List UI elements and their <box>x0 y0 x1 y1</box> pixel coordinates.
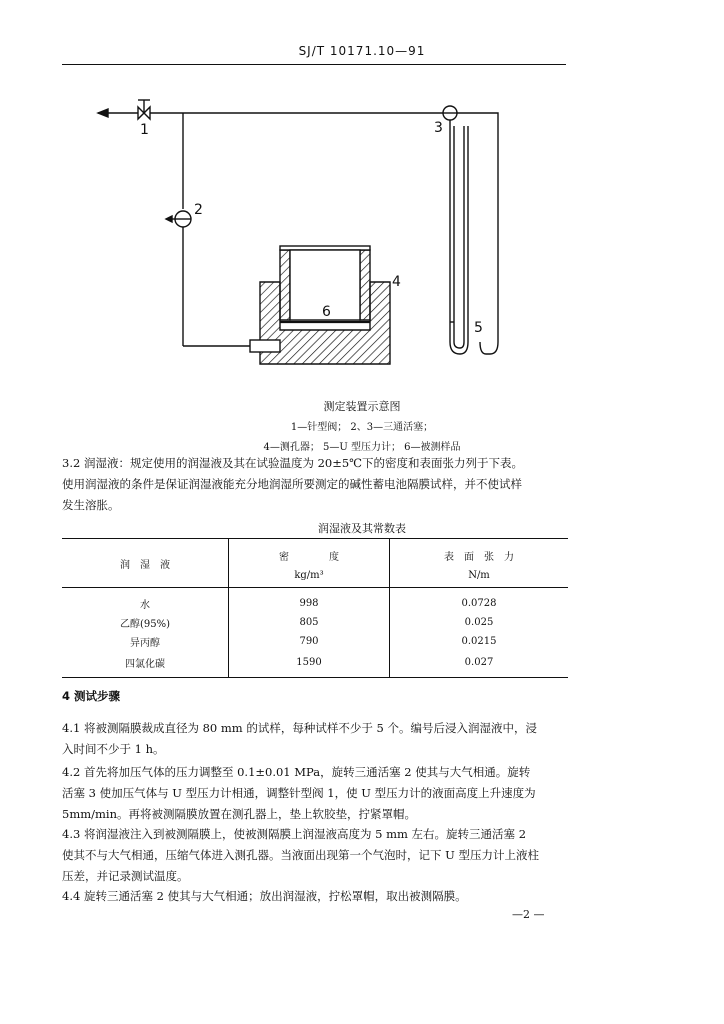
clause-4-2 <box>62 762 572 825</box>
clause-3-2-line1: 3.2 润湿液：规定使用的润湿液及其在试验温度为 20±5℃下的密度和表面张力列于下表。 <box>62 456 524 470</box>
clause-4-3 <box>62 824 572 887</box>
col-header-liquid: 润 湿 液 <box>62 539 229 588</box>
clause-4-3-line3: 压差，并记录测试温度。 <box>62 869 189 883</box>
cell-tension: 0.027 <box>390 651 569 678</box>
clause-4-3-line2: 使其不与大气相通，压缩气体进入测孔器。当液面出现第一个气泡时，记下 U 型压力计上液柱 <box>62 848 539 862</box>
figure-title: 测定装置示意图 <box>323 400 401 413</box>
table-row <box>62 588 568 614</box>
section-4-title: 4 测试步骤 <box>62 689 121 703</box>
cell-density: 998 <box>229 588 390 614</box>
inlet-arrow <box>98 109 108 117</box>
table-row <box>62 651 568 678</box>
page-number: —2 — <box>512 908 545 921</box>
clause-4-1-line1: 4.1 将被测隔膜裁成直径为 80 mm 的试样，每种试样不少于 5 个。编号后浸入润湿液中，浸 <box>62 721 537 735</box>
table-row <box>62 632 568 651</box>
col-header-tension: 表 面 张 力 <box>390 539 569 564</box>
header-rule <box>62 64 566 65</box>
table-row <box>62 613 568 632</box>
clause-4-1 <box>62 718 572 760</box>
col-header-density: 密 度 <box>229 539 390 564</box>
cell-tension: 0.0215 <box>390 632 569 651</box>
needle-valve-symbol <box>138 100 150 119</box>
label-3: 3 <box>434 120 443 136</box>
clause-4-2-line3: 5mm/min。再将被测隔膜放置在测孔器上，垫上软胶垫，拧紧罩帽。 <box>62 807 416 821</box>
col-unit-density: kg/m³ <box>229 563 390 588</box>
wetting-liquid-table <box>62 538 568 678</box>
apparatus-diagram <box>90 92 530 382</box>
cell-liquid: 异丙醇 <box>130 638 160 649</box>
clause-4-4-line1: 4.4 旋转三通活塞 2 使其与大气相通；放出润湿液，拧松罩帽，取出被测隔膜。 <box>62 889 467 903</box>
clause-4-2-line2: 活塞 3 使加压气体与 U 型压力计相通，调整针型阀 1，使 U 型压力计的液面高度上升速度为 <box>62 786 536 800</box>
table-caption: 润湿液及其常数表 <box>318 522 406 535</box>
clause-3-2-line2: 使用润湿液的条件是保证润湿液能充分地润湿所要测定的碱性蓄电池隔膜试样，并不使试样 <box>62 477 522 491</box>
cell-density: 790 <box>229 632 390 651</box>
clause-4-1-line2: 入时间不少于 1 h。 <box>62 742 165 756</box>
cell-tension: 0.0728 <box>390 588 569 614</box>
label-1: 1 <box>140 122 149 138</box>
cell-liquid: 水 <box>140 600 150 611</box>
label-2: 2 <box>194 202 203 218</box>
clause-4-4 <box>62 886 572 907</box>
cell-liquid: 乙醇(95%) <box>119 619 171 630</box>
standard-number-header: SJ/T 10171.10—91 <box>298 44 426 58</box>
figure-legend-line1: 1—针型阀； 2、3—三通活塞； <box>290 422 434 433</box>
cell-density: 1590 <box>229 651 390 678</box>
clause-4-3-line1: 4.3 将润湿液注入到被测隔膜上，使被测隔膜上润湿液高度为 5 mm 左右。旋转三通活塞 2 <box>62 827 527 841</box>
label-6: 6 <box>322 304 331 320</box>
figure-legend-line2: 4—测孔器； 5—U 型压力计； 6—被测样品 <box>263 442 461 453</box>
clause-3-2 <box>62 453 572 516</box>
label-5: 5 <box>474 320 483 336</box>
cell-liquid: 四氯化碳 <box>62 651 229 678</box>
clause-4-2-line1: 4.2 首先将加压气体的压力调整至 0.1±0.01 MPa，旋转三通活塞 2 使其与大气相通。旋转 <box>62 765 531 779</box>
hole-tester-body <box>250 246 390 364</box>
u-manometer <box>450 113 498 354</box>
cell-tension: 0.025 <box>390 613 569 632</box>
col-unit-tension: N/m <box>390 563 569 588</box>
clause-3-2-line3: 发生溶胀。 <box>62 498 120 512</box>
cell-density: 805 <box>229 613 390 632</box>
label-4: 4 <box>392 274 401 290</box>
